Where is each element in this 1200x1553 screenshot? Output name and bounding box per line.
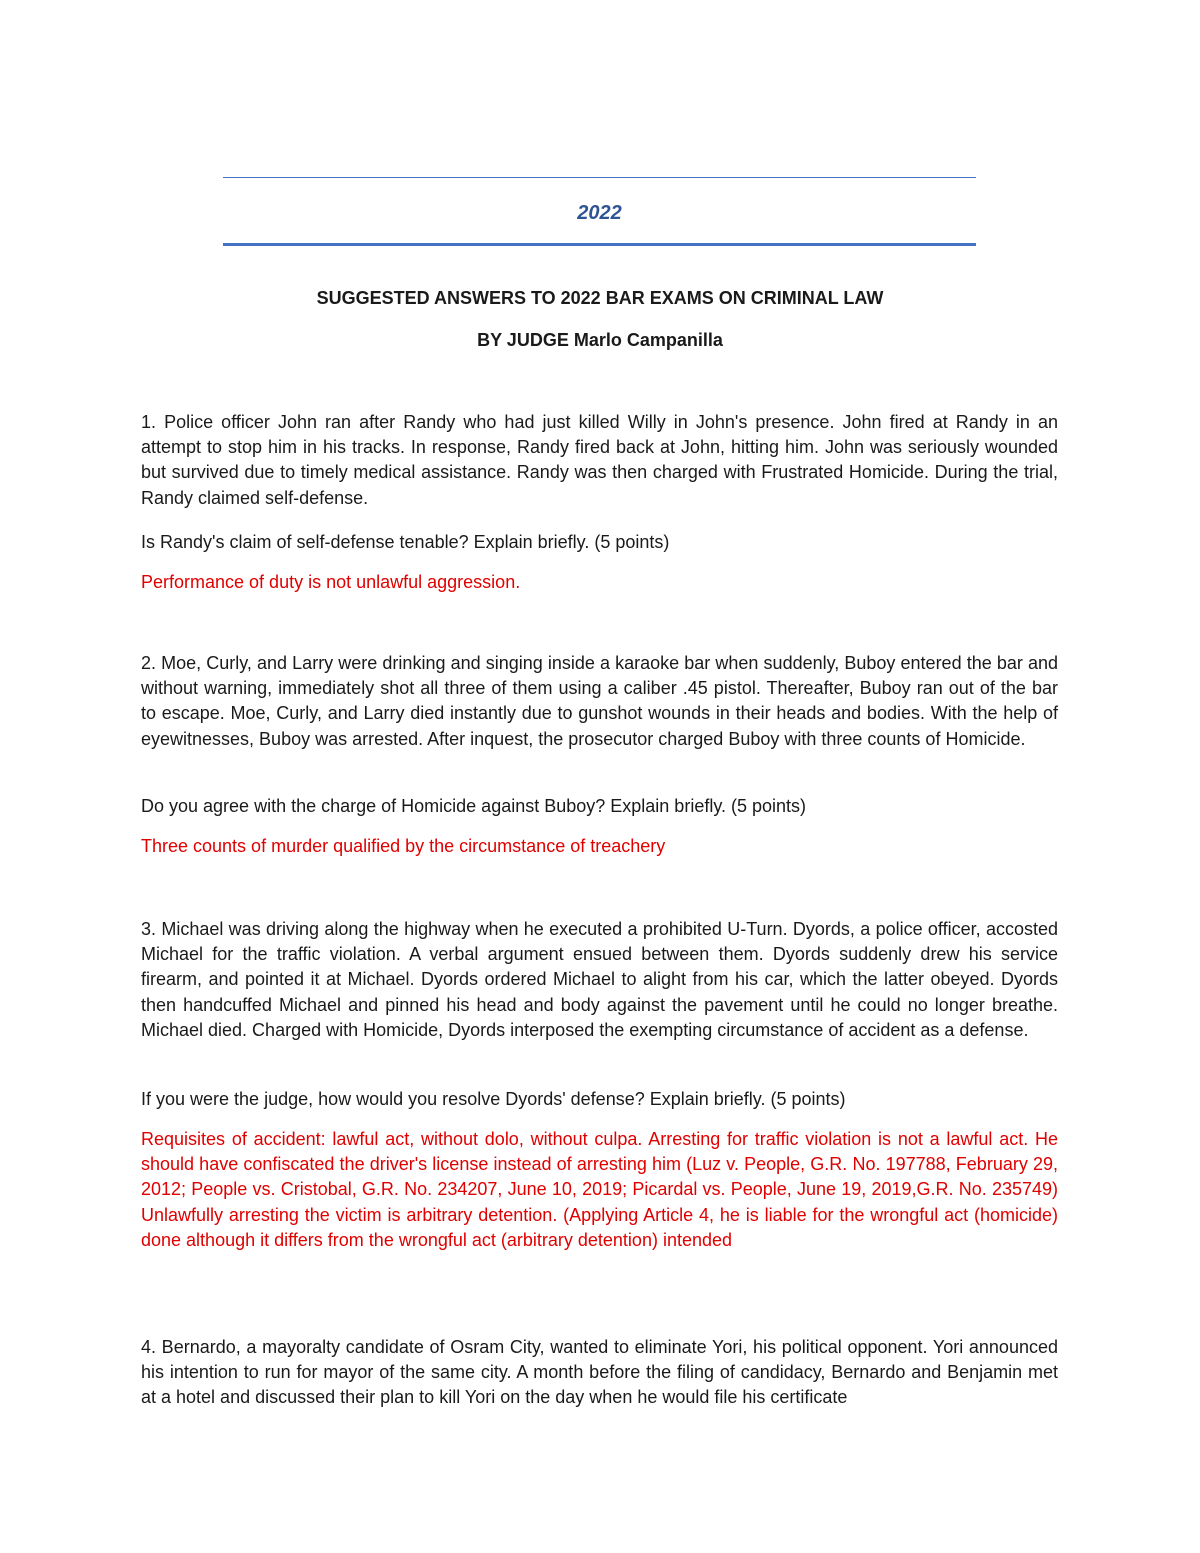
document-author: BY JUDGE Marlo Campanilla bbox=[477, 330, 723, 350]
question-3-answer: Requisites of accident: lawful act, without dolo, without culpa. Arresting for traffic violation is not a lawful act. He should have confiscated the driver's license instead of arresting him (Luz v. People, G.R. No. 197788, February 29, 2012; People vs. Cristobal, G.R. No. 234207, June 10, 2019; Picardal vs. People, June 19, 2019,G.R. No. 235749) Unlawfully arresting the victim is arbitrary detention. (Applying Article 4, he is liable for the wrongful act (homicide) done although it differs from the wrongful act (arbitrary detention) intended bbox=[141, 1129, 1058, 1250]
header-year: 2022 bbox=[577, 202, 622, 224]
question-1-facts: 1. Police officer John ran after Randy who had just killed Willy in John's presence. John fired at Randy in an attempt to stop him in his tracks. In response, Randy fired back at John, hitting him. John was seriously wounded but survived due to timely medical assistance. Randy was then charged with Frustrated Homicide. During the trial, Randy claimed self-defense. bbox=[141, 412, 1058, 508]
question-3-facts: 3. Michael was driving along the highway when he executed a prohibited U-Turn. Dyords, a police officer, accosted Michael for the traffic violation. A verbal argument ensued between them. Dyords suddenly drew his service firearm, and pointed it at Michael. Dyords ordered Michael to alight from his car, which the latter obeyed. Dyords then handcuffed Michael and pinned his head and body against the pavement until he could no longer breathe. Michael died. Charged with Homicide, Dyords interposed the exempting circumstance of accident as a defense. bbox=[141, 919, 1058, 1040]
question-1-answer: Performance of duty is not unlawful aggression. bbox=[141, 572, 521, 592]
header-rule-top bbox=[223, 177, 976, 178]
question-2-prompt: Do you agree with the charge of Homicide against Buboy? Explain briefly. (5 points) bbox=[141, 796, 807, 816]
question-4-facts: 4. Bernardo, a mayoralty candidate of Osram City, wanted to eliminate Yori, his political opponent. Yori announced his intention to run for mayor of the same city. A month before the filing of candidacy, Bernardo and Benjamin met at a hotel and discussed their plan to kill Yori on the day when he would file his certificate bbox=[141, 1337, 1058, 1408]
header-rule-bottom bbox=[223, 243, 976, 246]
question-2-facts: 2. Moe, Curly, and Larry were drinking and singing inside a karaoke bar when suddenly, Buboy entered the bar and without warning, immediately shot all three of them using a caliber .45 pistol. Thereafter, Buboy ran out of the bar to escape. Moe, Curly, and Larry died instantly due to gunshot wounds in their heads and bodies. With the help of eyewitnesses, Buboy was arrested. After inquest, the prosecutor charged Buboy with three counts of Homicide. bbox=[141, 653, 1058, 749]
question-1-prompt: Is Randy's claim of self-defense tenable? Explain briefly. (5 points) bbox=[141, 532, 670, 552]
document-title: SUGGESTED ANSWERS TO 2022 BAR EXAMS ON CRIMINAL LAW bbox=[316, 288, 884, 308]
question-3-prompt: If you were the judge, how would you resolve Dyords' defense? Explain briefly. (5 points) bbox=[141, 1089, 846, 1109]
question-2-answer: Three counts of murder qualified by the circumstance of treachery bbox=[141, 836, 666, 856]
